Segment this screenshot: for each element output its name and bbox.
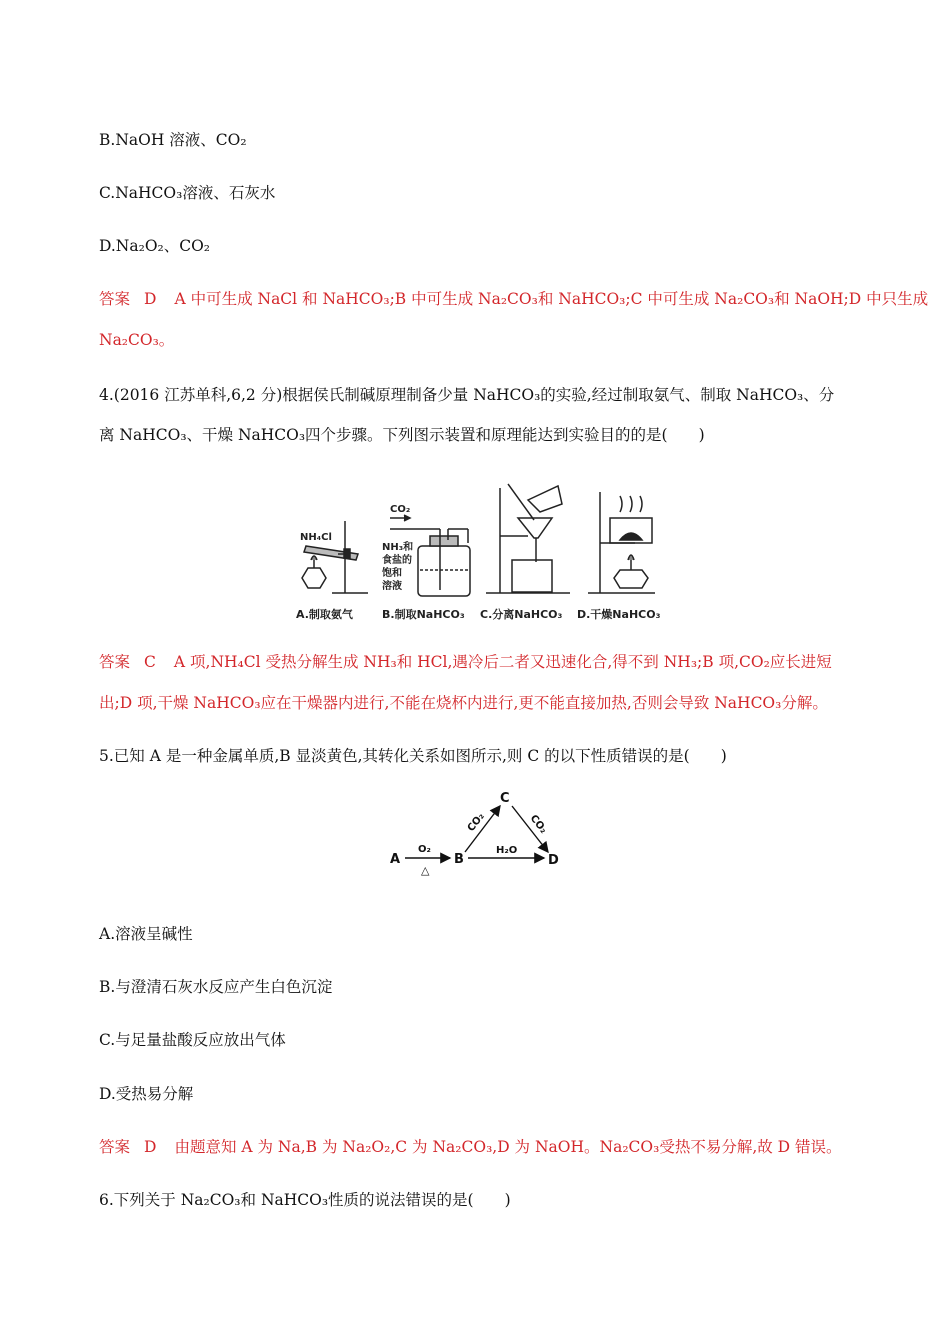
- q3-answer: [99, 289, 928, 309]
- q3-option-b: B.NaOH 溶液、CO₂: [99, 131, 247, 149]
- caption-c: C.分离NaHCO₃: [480, 608, 563, 621]
- q5-option-c: C.与足量盐酸反应放出气体: [99, 1031, 286, 1049]
- label-saturated: 饱和: [382, 568, 402, 579]
- caption-d: D.干燥NaHCO₃: [577, 608, 660, 621]
- label-nh3: NH₃和: [382, 542, 414, 553]
- q4-stem-line2: 离 NaHCO₃、干燥 NaHCO₃四个步骤。下列图示装置和原理能达到实验目的的是( ): [99, 426, 705, 444]
- label-co2: CO₂: [390, 504, 411, 515]
- label-salt: 食盐的: [382, 555, 412, 566]
- node-c: C: [500, 791, 510, 806]
- answer-explanation: A 项,NH₄Cl 受热分解生成 NH₃和 HCl,遇冷后二者又迅速化合,得不到 NH₃;B 项,CO₂应长进短: [173, 653, 832, 671]
- q4-apparatus-figure: [290, 478, 660, 628]
- answer-explanation: A 中可生成 NaCl 和 NaHCO₃;B 中可生成 Na₂CO₃和 NaHCO₃;C 中可生成 Na₂CO₃和 NaOH;D 中只生成: [174, 290, 929, 308]
- q5-answer: [99, 1137, 842, 1157]
- q4-answer: [99, 652, 832, 672]
- node-a: A: [390, 852, 401, 867]
- q4-stem-line1: 4.(2016 江苏单科,6,2 分)根据侯氏制碱原理制备少量 NaHCO₃的实验,经过制取氨气、制取 NaHCO₃、分: [99, 386, 835, 404]
- q5-option-a: A.溶液呈碱性: [99, 925, 193, 943]
- label-ab-top: O₂: [418, 844, 431, 855]
- node-b: B: [454, 852, 464, 867]
- answer-key: D: [144, 1138, 157, 1156]
- q6-stem: 6.下列关于 Na₂CO₃和 NaHCO₃性质的说法错误的是( ): [99, 1191, 511, 1209]
- answer-key: D: [144, 290, 157, 308]
- apparatus-d: [588, 492, 655, 593]
- caption-b: B.制取NaHCO₃: [382, 608, 465, 621]
- q5-stem: 5.已知 A 是一种金属单质,B 显淡黄色,其转化关系如图所示,则 C 的以下性质错误的是( ): [99, 747, 727, 765]
- answer-label: 答案: [99, 653, 131, 671]
- label-cd: CO₂: [527, 813, 549, 836]
- answer-label: 答案: [99, 1138, 131, 1156]
- label-ab-bottom: △: [421, 864, 430, 877]
- q5-option-b: B.与澄清石灰水反应产生白色沉淀: [99, 978, 333, 996]
- q3-option-c: C.NaHCO₃溶液、石灰水: [99, 184, 276, 202]
- q3-option-d: D.Na₂O₂、CO₂: [99, 237, 211, 255]
- answer-key: C: [144, 653, 156, 671]
- answer-label: 答案: [99, 290, 131, 308]
- node-d: D: [548, 853, 559, 868]
- label-solution: 溶液: [382, 581, 402, 592]
- q5-option-d: D.受热易分解: [99, 1085, 194, 1103]
- q3-answer-cont: Na₂CO₃。: [99, 331, 175, 349]
- q4-answer-cont: 出;D 项,干燥 NaHCO₃应在干燥器内进行,不能在烧杯内进行,更不能直接加热,否则会导致 NaHCO₃分解。: [99, 694, 828, 712]
- answer-explanation: 由题意知 A 为 Na,B 为 Na₂O₂,C 为 Na₂CO₃,D 为 NaOH。Na₂CO₃受热不易分解,故 D 错误。: [174, 1138, 842, 1156]
- label-nh4cl: NH₄Cl: [300, 532, 332, 543]
- caption-a: A.制取氨气: [296, 608, 353, 621]
- q5-conversion-diagram: [380, 788, 580, 888]
- label-bd: H₂O: [496, 845, 518, 856]
- label-bc: CO₂: [465, 811, 487, 834]
- apparatus-c: [486, 484, 570, 593]
